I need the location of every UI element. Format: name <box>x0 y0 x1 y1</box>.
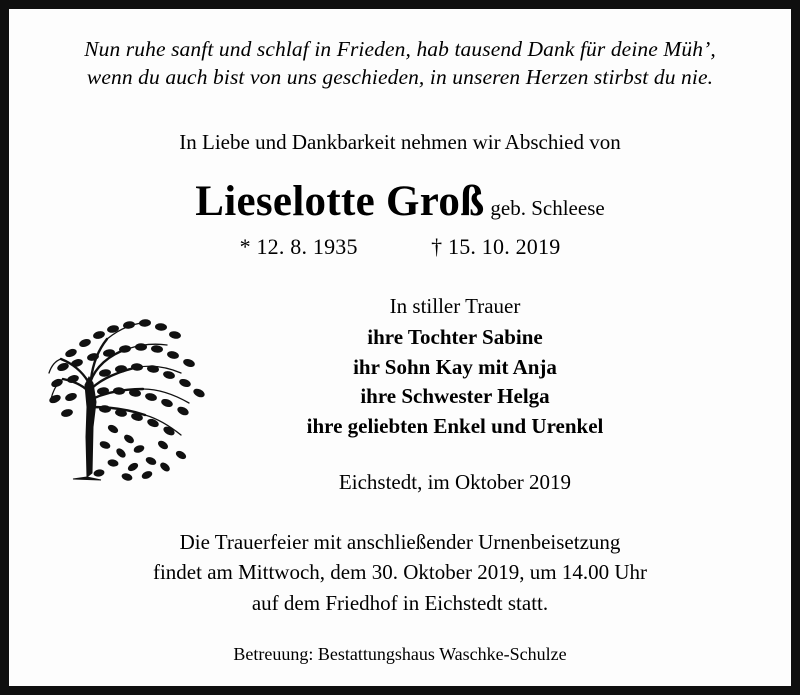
weeping-tree-illustration <box>43 267 233 487</box>
maiden-name: geb. Schleese <box>490 195 605 220</box>
mourner-3: ihre Schwester Helga <box>360 384 550 409</box>
mourner-4: ihre geliebten Enkel und Urenkel <box>306 414 604 439</box>
notice-inner <box>9 9 791 686</box>
mourner-1: ihre Tochter Sabine <box>367 324 543 349</box>
ceremony-line-1: Die Trauerfeier mit anschließender Urnenbeisetzung <box>179 530 621 554</box>
deceased-name: Lieselotte Groß <box>195 177 485 225</box>
funeral-home-credit: Betreuung: Bestattungshaus Waschke-Schulze <box>233 644 567 665</box>
ceremony-details <box>35 527 765 618</box>
mourner-2: ihr Sohn Kay mit Anja <box>353 354 557 379</box>
place-and-date: Eichstedt, im Oktober 2019 <box>338 470 572 494</box>
mourning-header: In stiller Trauer <box>389 293 521 318</box>
verse-line-1: Nun ruhe sanft und schlaf in Frieden, hab tausend Dank für deine Müh’, <box>84 37 716 61</box>
intro-text: In Liebe und Dankbarkeit nehmen wir Abschied von <box>179 129 621 154</box>
death-date: † 15. 10. 2019 <box>431 233 561 259</box>
ceremony-line-2: findet am Mittwoch, dem 30. Oktober 2019, um 14.00 Uhr <box>152 560 647 585</box>
verse-line-2: wenn du auch bist von uns geschieden, in unseren Herzen stirbst du nie. <box>86 65 714 90</box>
birth-date: * 12. 8. 1935 <box>239 233 358 259</box>
ceremony-line-3: auf dem Friedhof in Eichstedt statt. <box>251 590 549 615</box>
memorial-verse <box>35 35 765 92</box>
life-dates <box>35 234 765 260</box>
deceased-name-line <box>35 177 765 226</box>
